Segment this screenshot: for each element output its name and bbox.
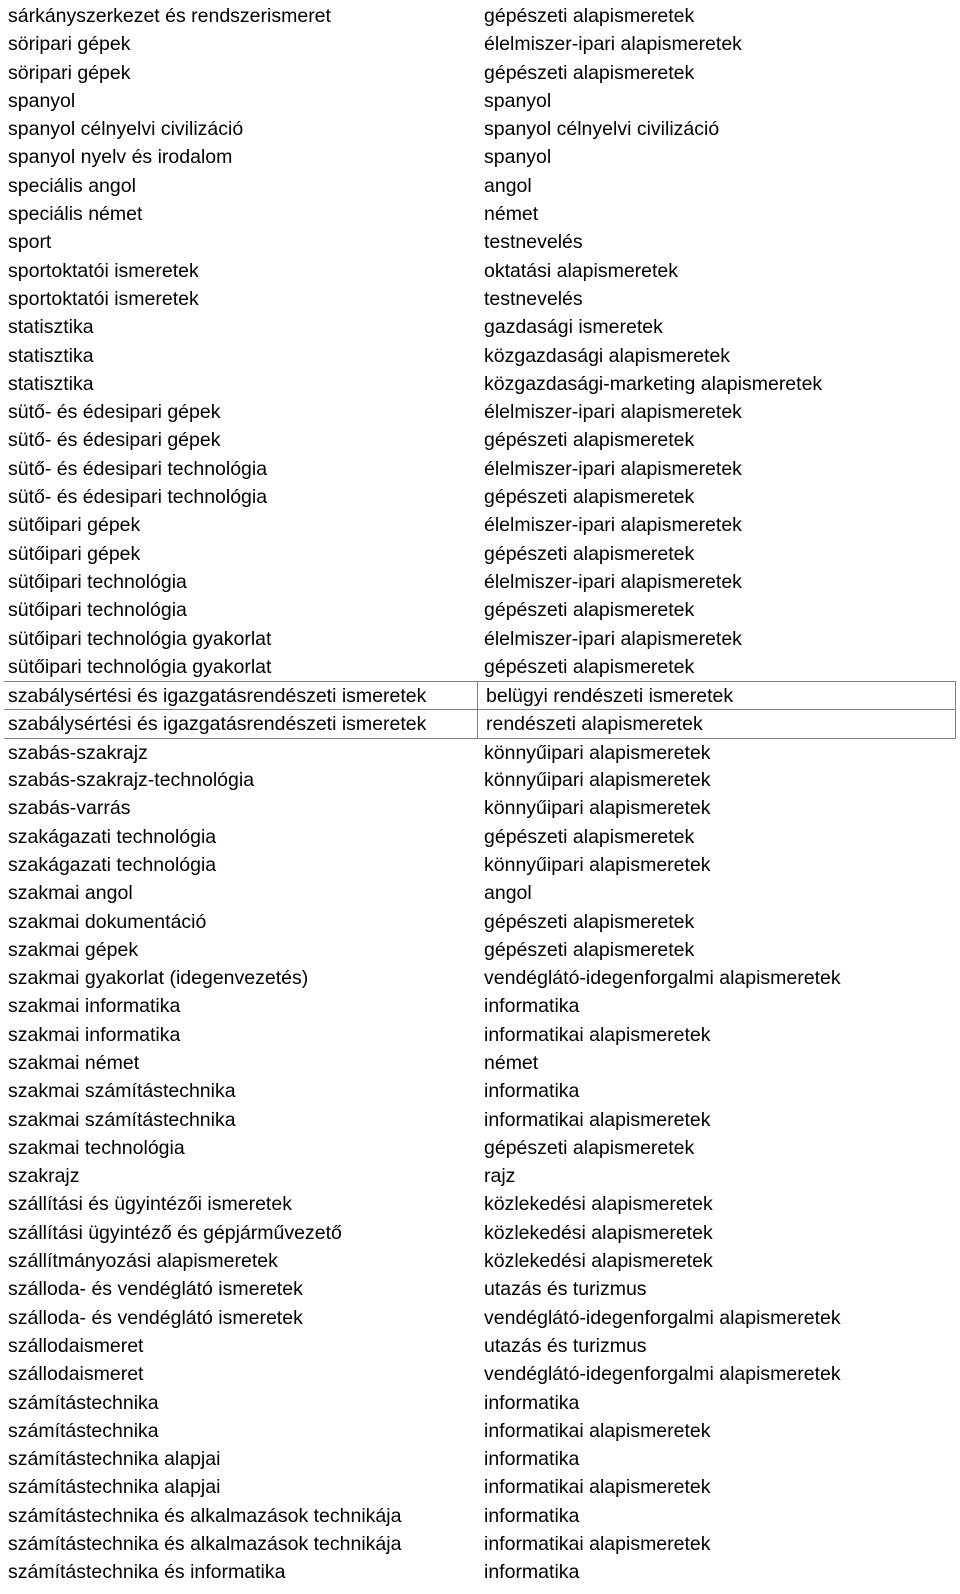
subject-cell: statisztika [8,316,94,339]
table-row [4,398,956,426]
category-cell: könnyűipari alapismeretek [484,741,711,764]
category-cell: informatika [484,1080,580,1103]
category-cell: gazdasági ismeretek [484,316,663,339]
table-row [4,426,956,454]
category-cell: testnevelés [484,287,583,310]
table-row [4,30,956,58]
table-row [4,1473,956,1501]
subject-cell: szabás-varrás [8,797,131,820]
table-row [4,1530,956,1558]
table-row [4,1049,956,1077]
subject-cell: sütőipari gépek [8,542,141,565]
category-cell: könnyűipari alapismeretek [484,797,711,820]
table-row [4,908,956,936]
table-row [4,738,956,766]
subject-cell: szállítási és ügyintézői ismeretek [8,1193,292,1216]
subject-cell: szabás-szakrajz-technológia [8,769,255,792]
table-row [4,1558,956,1586]
subject-cell: speciális angol [8,174,136,197]
table-row [4,2,956,30]
category-cell: gépészeti alapismeretek [484,599,695,622]
subject-cell: szakmai gépek [8,938,139,961]
category-cell: informatikai alapismeretek [484,1108,711,1131]
table-row [4,653,956,681]
table-row [4,1332,956,1360]
subject-cell: statisztika [8,344,94,367]
category-cell: közlekedési alapismeretek [484,1193,713,1216]
category-cell: informatika [484,1504,580,1527]
subject-cell: szakmai gyakorlat (idegenvezetés) [8,967,309,990]
table-row [4,172,956,200]
table-row [4,1190,956,1218]
subject-cell: sütőipari technológia gyakorlat [8,655,272,678]
category-cell: spanyol [484,89,552,112]
table-row [4,540,956,568]
table-row [4,1134,956,1162]
subject-cell: szálloda- és vendéglátó ismeretek [8,1306,303,1329]
subject-cell: sütőipari technológia [8,599,187,622]
table-row [4,370,956,398]
subject-cell: szakágazati technológia [8,825,217,848]
table-row [4,1389,956,1417]
category-cell: informatikai alapismeretek [484,1533,711,1556]
category-cell: gépészeti alapismeretek [484,1136,695,1159]
subject-cell: sütő- és édesipari technológia [8,457,268,480]
category-cell: gépészeti alapismeretek [484,429,695,452]
table-row [4,879,956,907]
table-row [4,709,956,737]
table-row [4,1445,956,1473]
subject-cell: számítástechnika alapjai [8,1448,221,1471]
subject-cell: speciális német [8,203,143,226]
table-row [4,483,956,511]
category-cell: élelmiszer-ipari alapismeretek [484,570,742,593]
subject-cell: szakmai német [8,1051,140,1074]
category-cell: utazás és turizmus [484,1334,647,1357]
table-row [4,1304,956,1332]
category-cell: közlekedési alapismeretek [484,1250,713,1273]
category-cell: vendéglátó-idegenforgalmi alapismeretek [484,1306,841,1329]
table-row [4,568,956,596]
subject-cell: spanyol célnyelvi civilizáció [8,118,244,141]
subject-cell: szakmai számítástechnika [8,1108,236,1131]
subject-cell: szabás-szakrajz [8,741,148,764]
table-row [4,1417,956,1445]
category-cell: informatikai alapismeretek [484,1419,711,1442]
table-row [4,87,956,115]
table-row [4,1275,956,1303]
subject-cell: sütő- és édesipari gépek [8,429,221,452]
subject-cell: söripari gépek [8,61,131,84]
table-row [4,1360,956,1388]
table-row [4,143,956,171]
table-row [4,1502,956,1530]
subject-cell: szakrajz [8,1165,80,1188]
subject-cell: szállítási ügyintéző és gépjárművezető [8,1221,342,1244]
category-cell: vendéglátó-idegenforgalmi alapismeretek [484,1363,841,1386]
subject-cell: számítástechnika és alkalmazások technikája [8,1504,402,1527]
subject-cell: szakmai technológia [8,1136,185,1159]
table-row [4,1077,956,1105]
category-cell: belügyi rendészeti ismeretek [486,685,734,708]
category-cell: informatika [484,1561,580,1584]
category-cell: gépészeti alapismeretek [484,542,695,565]
subject-cell: szakmai informatika [8,995,181,1018]
table-row [4,1162,956,1190]
category-cell: rajz [484,1165,516,1188]
category-cell: élelmiszer-ipari alapismeretek [484,457,742,480]
subject-cell: sportoktatói ismeretek [8,259,199,282]
table-row [4,511,956,539]
table-row [4,59,956,87]
subject-cell: szakmai informatika [8,1023,181,1046]
subject-cell: szabálysértési és igazgatásrendészeti ismeretek [8,682,478,710]
subject-cell: sárkányszerkezet és rendszerismeret [8,5,331,27]
category-cell: gépészeti alapismeretek [484,5,695,27]
table-row [4,851,956,879]
subject-cell: szakmai dokumentáció [8,910,207,933]
subject-cell: számítástechnika és alkalmazások technikája [8,1533,402,1556]
category-cell: német [484,203,539,226]
category-cell: élelmiszer-ipari alapismeretek [484,401,742,424]
subject-cell: sütőipari gépek [8,514,141,537]
category-cell: közgazdasági-marketing alapismeretek [484,372,823,395]
table-row [4,766,956,794]
table-row [4,257,956,285]
subject-cell: söripari gépek [8,33,131,56]
category-cell: könnyűipari alapismeretek [484,769,711,792]
table-row [4,936,956,964]
subject-cell: számítástechnika [8,1419,159,1442]
table-row [4,1247,956,1275]
subject-cell: spanyol nyelv és irodalom [8,146,233,169]
subject-cell: statisztika [8,372,94,395]
category-cell: informatikai alapismeretek [484,1023,711,1046]
category-cell: spanyol célnyelvi civilizáció [484,118,720,141]
category-cell: gépészeti alapismeretek [484,655,695,678]
category-cell: gépészeti alapismeretek [484,825,695,848]
table-row [4,455,956,483]
subject-cell: sportoktatói ismeretek [8,287,199,310]
table-row [4,1106,956,1134]
subject-cell: sütő- és édesipari technológia [8,486,268,509]
category-cell: informatika [484,1391,580,1414]
table-row [4,1219,956,1247]
category-cell: gépészeti alapismeretek [484,61,695,84]
table-row [4,285,956,313]
category-cell: gépészeti alapismeretek [484,486,695,509]
category-cell: utazás és turizmus [484,1278,647,1301]
subject-cell: sütőipari technológia gyakorlat [8,627,272,650]
subject-cell: sütőipari technológia [8,570,187,593]
table-row [4,681,956,709]
table-row [4,342,956,370]
category-cell: angol [484,882,532,905]
table-row [4,823,956,851]
table-row [4,200,956,228]
subject-cell: szállítmányozási alapismeretek [8,1250,278,1273]
subject-cell: szálloda- és vendéglátó ismeretek [8,1278,303,1301]
table-row [4,625,956,653]
subject-cell: szakmai számítástechnika [8,1080,236,1103]
subject-cell: számítástechnika alapjai [8,1476,221,1499]
subject-cell: szabálysértési és igazgatásrendészeti ismeretek [8,710,478,738]
category-cell: élelmiszer-ipari alapismeretek [484,514,742,537]
category-cell: informatika [484,995,580,1018]
subject-cell: spanyol [8,89,76,112]
subject-cell: számítástechnika és informatika [8,1561,286,1584]
table-row [4,992,956,1020]
category-cell: testnevelés [484,231,583,254]
subject-cell: szállodaismeret [8,1363,144,1386]
category-cell: oktatási alapismeretek [484,259,679,282]
table-row [4,794,956,822]
category-cell: spanyol [484,146,552,169]
category-cell: rendészeti alapismeretek [486,713,703,736]
category-cell: informatikai alapismeretek [484,1476,711,1499]
category-cell: angol [484,174,532,197]
table-row [4,596,956,624]
table-row [4,228,956,256]
subject-cell: számítástechnika [8,1391,159,1414]
table-row [4,1021,956,1049]
table-row [4,964,956,992]
subject-cell: sütő- és édesipari gépek [8,401,221,424]
category-cell: közlekedési alapismeretek [484,1221,713,1244]
subject-mapping-table [4,2,956,1587]
category-cell: gépészeti alapismeretek [484,938,695,961]
category-cell: informatika [484,1448,580,1471]
subject-cell: szakágazati technológia [8,853,217,876]
table-row [4,115,956,143]
category-cell: német [484,1051,539,1074]
category-cell: élelmiszer-ipari alapismeretek [484,627,742,650]
category-cell: élelmiszer-ipari alapismeretek [484,33,742,56]
subject-cell: sport [8,231,52,254]
category-cell: könnyűipari alapismeretek [484,853,711,876]
subject-cell: szakmai angol [8,882,133,905]
category-cell: gépészeti alapismeretek [484,910,695,933]
table-row [4,313,956,341]
category-cell: közgazdasági alapismeretek [484,344,731,367]
category-cell: vendéglátó-idegenforgalmi alapismeretek [484,967,841,990]
subject-cell: szállodaismeret [8,1334,144,1357]
